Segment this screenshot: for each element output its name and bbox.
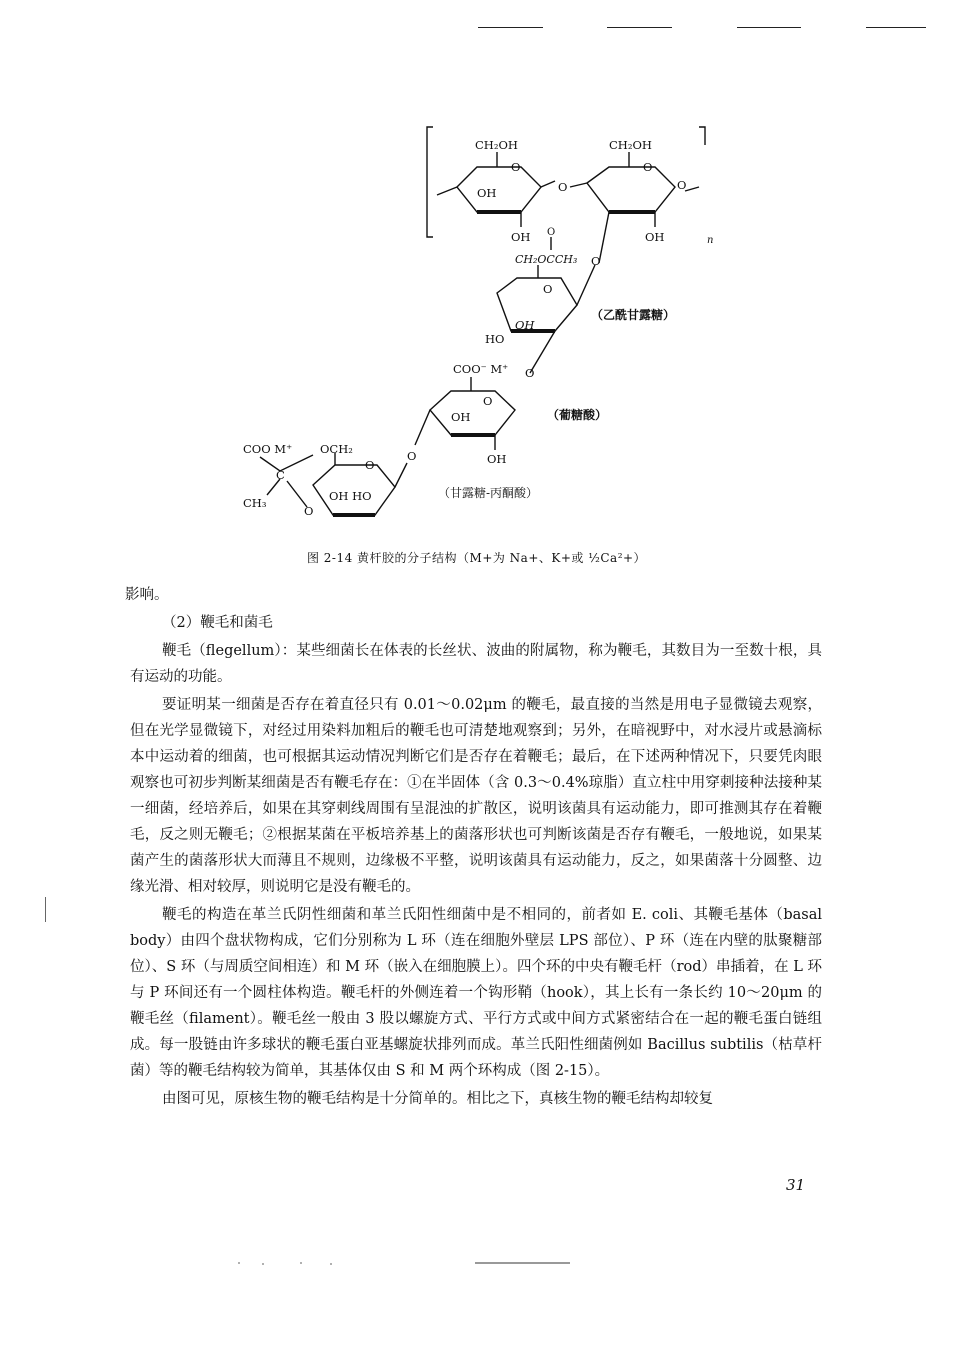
- label-ch2oh: CH₂OH: [609, 138, 652, 152]
- label-oh-ho: OH HO: [329, 489, 372, 503]
- backbone-ring-1: [457, 167, 541, 212]
- pyruvate-c-bonds-top: [260, 455, 313, 471]
- ring-5-up-link: [395, 463, 407, 487]
- label-och2: OCH₂: [320, 442, 353, 456]
- side-ring-glucuronic-acid: [430, 391, 515, 435]
- label-oh: OH: [451, 410, 471, 424]
- polymer-bracket-left: [427, 127, 433, 237]
- header-rule: [478, 27, 543, 28]
- link-1-left: [541, 181, 555, 187]
- label-ring-oxygen: O: [543, 282, 553, 296]
- label-acetyl-group: CH₂OCCH₃: [515, 253, 578, 266]
- label-methyl: CH₃: [243, 496, 267, 510]
- label-ho: HO: [485, 332, 505, 346]
- label-carboxylate: COO⁻ M⁺: [453, 362, 509, 376]
- figure-caption: 图 2-14 黄杆胶的分子结构（M+为 Na+、K+或 ½Ca²+）: [306, 551, 647, 565]
- scan-artifact-dot: [238, 1262, 240, 1264]
- label-acetyl-mannose: （乙酰甘露糖）: [591, 308, 676, 322]
- label-ch2oh: CH₂OH: [475, 138, 518, 152]
- page-number: 31: [786, 1176, 806, 1194]
- header-rule: [866, 27, 926, 28]
- paragraph: 鞭毛（flegellum）：某些细菌长在体表的长丝状、波曲的附属物，称为鞭毛，其数目为一至数十根，具有运动的功能。: [130, 643, 822, 685]
- label-ring-oxygen: O: [511, 160, 521, 174]
- polymer-bracket-right: [699, 127, 705, 145]
- ring-1-left-link: [437, 187, 457, 195]
- header-rule: [607, 27, 672, 28]
- label-oh: OH: [487, 452, 507, 466]
- body-text: [125, 582, 822, 1112]
- label-link-oxygen: O: [407, 449, 417, 463]
- scan-artifact-dot: [330, 1263, 332, 1265]
- label-ring-oxygen: O: [483, 394, 493, 408]
- label-oh: OH: [645, 230, 665, 244]
- label-repeat-n: n: [707, 235, 714, 246]
- scan-artifact-dot: [262, 1263, 264, 1265]
- paragraph: 要证明某一细菌是否存在着直径只有 0.01～0.02μm 的鞭毛，最直接的当然是用电子显微镜去观察，但在光学显微镜下，对经过用染料加粗后的鞭毛也可清楚地观察到；另外，在暗视野中，对水浸片或悬滴标本中运动着的细菌，也可根据其运动情况判断它们是否存在着鞭毛；最后，在下述两种情况下，只要凭肉眼观察也可初步判断某细菌是否有鞭毛存在：①在半固体（含 0.3～0.4%琼脂）直立柱中用穿刺接种法接种某一细菌，经培养后，如果在其穿刺线周围有呈混浊的扩散区，说明该菌具有运动能力，即可推测其存在着鞭毛，反之则无鞭毛；②根据某菌在平板培养基上的菌落形状也可判断该菌是否存有鞭毛，一般地说，如果某菌产生的菌落形状大而薄且不规则，边缘极不平整，说明该菌具有运动能力，反之，如果菌落十分圆整、边缘光滑、相对较厚，则说明它是没有鞭毛的。: [130, 697, 822, 895]
- xanthan-gum-structure-figure: [225, 115, 745, 555]
- label-mannose-pyruvate: （甘露糖-丙酮酸）: [438, 486, 539, 500]
- label-ring-oxygen: O: [304, 504, 314, 518]
- link-1-right: [570, 183, 587, 187]
- label-ring-oxygen: O: [643, 160, 653, 174]
- backbone-ring-2: [587, 167, 675, 212]
- ring-4-down-link: [415, 410, 430, 445]
- label-carbon: C: [276, 468, 285, 482]
- label-oh: OH: [477, 186, 497, 200]
- paragraph: 由图可见，原核生物的鞭毛结构是十分简单的。相比之下，真核生物的鞭毛结构却较复: [162, 1091, 713, 1107]
- label-ring-oxygen: O: [365, 458, 375, 472]
- label-link-oxygen: O: [525, 366, 535, 380]
- label-oh: OH: [511, 230, 531, 244]
- label-oh: OH: [515, 318, 535, 332]
- label-pyruvate-carboxylate: COO M⁺: [243, 442, 293, 456]
- scan-artifact-dot: [300, 1262, 302, 1264]
- label-link-oxygen: O: [558, 180, 568, 194]
- scan-artifact-line: [475, 1262, 570, 1264]
- side-ring-acetyl-mannose: [497, 278, 577, 331]
- scan-margin-mark: [45, 897, 46, 922]
- paragraph: 鞭毛的构造在革兰氏阴性细菌和革兰氏阳性细菌中是不相同的，前者如 E. coli、其鞭毛基体（basal body）由四个盘状物构成，它们分别称为 L 环（连在细胞外壁层 LPS 部位）、P 环（连在内壁的肽聚糖部位）、S 环（与周质空间相连）和 M 环（嵌入在细胞膜上）。四个环的中央有鞭毛杆（rod）串插着，在 L 环与 P 环间还有一个圆柱体构造。鞭毛杆的外侧连着一个钩形鞘（hook），其上长有一条长约 10～20μm 的鞭毛丝（filament）。鞭毛丝一般由 3 股以螺旋方式、平行方式或中间方式紧密结合在一起的鞭毛蛋白链组成。每一股链由许多球状的鞭毛蛋白亚基螺旋状排列而成。革兰氏阳性细菌例如 Bacillus subtilis（枯草杆菌）等的鞭毛结构较为简单，其基体仅由 S 和 M 两个环构成（图 2-15）。: [130, 907, 822, 1079]
- label-link-oxygen: O: [591, 254, 601, 268]
- label-carbonyl-oxygen: O: [547, 227, 556, 238]
- ring-3-up-link: [577, 265, 595, 305]
- label-glucuronic-acid: （葡糖酸）: [547, 408, 608, 422]
- ring-2-side-chain-bond: [599, 212, 609, 263]
- header-rule: [737, 27, 801, 28]
- label-link-oxygen: O: [677, 178, 687, 192]
- paragraph-continuation: 影响。: [125, 587, 169, 603]
- section-heading: （2）鞭毛和菌毛: [162, 615, 273, 631]
- ring-2-right-link: [685, 187, 699, 191]
